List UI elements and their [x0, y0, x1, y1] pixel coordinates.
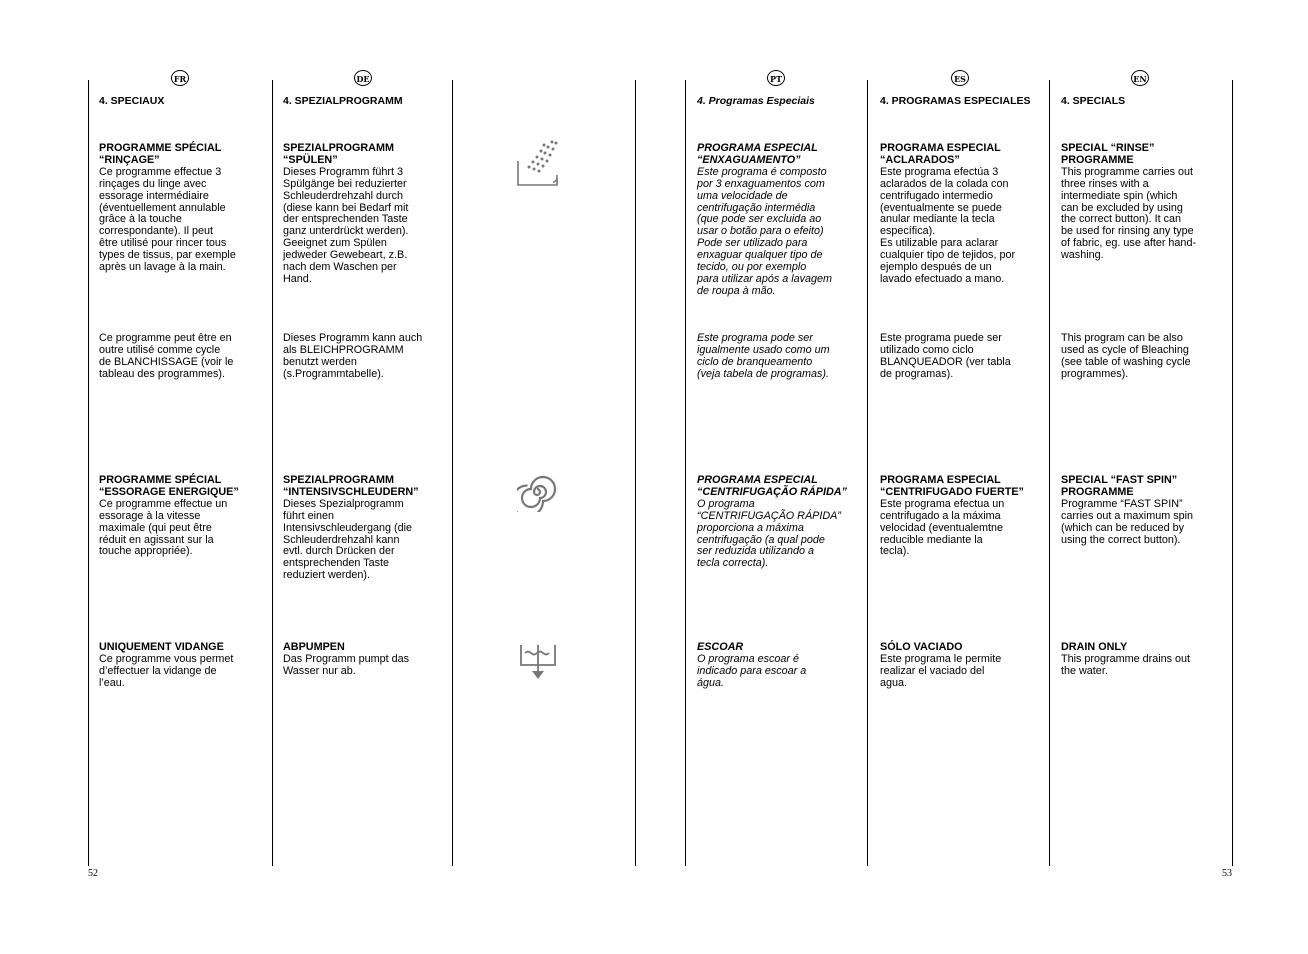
spin-body: O programa “CENTRIFUGAÇÃO RÁPIDA” proporciona a máxima centrifugação (a qual pode ser reduzida utilizando a tecla correcta).	[697, 497, 841, 570]
rule-pt-es	[867, 80, 868, 866]
rule-fr-de	[272, 80, 273, 866]
section-heading: 4. Programas Especiais	[697, 95, 815, 107]
rule-left-outer	[88, 80, 89, 866]
drain-title: DRAIN ONLY	[1061, 641, 1128, 653]
rule-left-page-edge	[635, 80, 636, 866]
language-flag-de: DE	[354, 70, 372, 86]
spin-title: SPEZIALPROGRAMM “INTENSIVSCHLEUDERN”	[283, 474, 419, 498]
rule-right-page-edge	[685, 80, 686, 866]
spin-block	[283, 475, 419, 582]
drain-body: This programme drains out the water.	[1061, 652, 1191, 677]
drain-title: SÓLO VACIADO	[880, 641, 963, 653]
spin-body: Ce programme effectue un essorage à la vitesse maximale (qui peut être réduit en agissant sur la touche appropriée).	[99, 497, 228, 558]
drain-block	[1061, 642, 1190, 678]
rinse-title: PROGRAMA ESPECIAL “ACLARADOS”	[880, 142, 1001, 166]
drain-body: Este programa le permite realizar el vaciado del agua.	[880, 652, 1002, 689]
spin-block	[1061, 475, 1193, 546]
spin-title: PROGRAMME SPÉCIAL “ESSORAGE ENERGIQUE”	[99, 474, 239, 498]
rinse-body: Este programa é composto por 3 enxaguamentos com uma velocidade de centrifugação intermédia (que pode ser excluida ao usar o botão para o efeito) Pode ser utilizado para enxaguar qualquer tipo de tecido, ou por exemplo para utilizar após a lavagem de roupa à mão.	[697, 165, 833, 297]
bleach-body: This program can be also used as cycle of Bleaching (see table of washing cycle programmes).	[1061, 332, 1191, 380]
rinse-title: SPEZIALPROGRAMM “SPÜLEN”	[283, 142, 394, 166]
spin-block	[880, 475, 1024, 558]
section-heading: 4. SPECIALS	[1061, 95, 1126, 107]
rinse-body: This programme carries out three rinses with a intermediate spin (which can be excluded by using the correct button). It can be used for rinsing any type of fabric, eg. use after hand- washing.	[1061, 165, 1197, 262]
bleach-body: Este programa puede ser utilizado como ciclo BLANQUEADOR (ver tabla de programas).	[880, 332, 1011, 380]
language-flag-pt: PT	[767, 70, 785, 86]
spin-block	[697, 475, 847, 570]
rinse-block	[283, 143, 408, 286]
rinse-block	[99, 143, 236, 274]
rinse-title: PROGRAMME SPÉCIAL “RINÇAGE”	[99, 142, 222, 166]
rinse-block	[697, 143, 832, 298]
rule-es-en	[1049, 80, 1050, 866]
bleach-body: Este programa pode ser igualmente usado como um ciclo de branqueamento (veja tabela de programas).	[697, 332, 830, 380]
page-number-right: 53	[1222, 868, 1232, 879]
drain-title: ESCOAR	[697, 641, 744, 653]
rinse-body: Ce programme effectue 3 rinçages du linge avec essorage intermédiaire (éventuellement annulable grâce à la touche correspondante). Il peut être utilisé pour rincer tous types de tissus, par exemple après un lavage à la main.	[99, 165, 236, 274]
drain-block	[99, 642, 233, 690]
drain-body: Ce programme vous permet d’effectuer la vidange de l’eau.	[99, 652, 234, 689]
drain-block	[697, 642, 806, 690]
drain-title: UNIQUEMENT VIDANGE	[99, 641, 224, 653]
page-number-left: 52	[88, 868, 98, 879]
bleach-block	[880, 333, 1011, 381]
spin-title: PROGRAMA ESPECIAL “CENTRIFUGAÇÃO RÁPIDA”	[697, 474, 847, 498]
rinse-block	[1061, 143, 1196, 262]
spin-title: PROGRAMA ESPECIAL “CENTRIFUGADO FUERTE”	[880, 474, 1024, 498]
bleach-body: Dieses Programm kann auch als BLEICHPROGRAMM benutzt werden (s.Programmtabelle).	[283, 332, 423, 380]
drain-block	[880, 642, 1001, 690]
section-heading: 4. SPECIAUX	[99, 95, 165, 107]
drain-block	[283, 642, 409, 678]
rinse-title: SPECIAL “RINSE” PROGRAMME	[1061, 142, 1155, 166]
rinse-shower-tub-icon	[515, 139, 561, 194]
rinse-body: Dieses Programm führt 3 Spülgänge bei reduzierter Schleuderdrehzahl durch (diese kann bei Bedarf mit der entsprechenden Taste ganz unterdrückt werden). Geeignet zum Spülen jedweder Gewebeart, z.B. nach dem Waschen per Hand.	[283, 165, 409, 285]
drain-tub-arrow-icon	[518, 643, 558, 686]
bleach-block	[283, 333, 422, 381]
spin-body: Dieses Spezialprogramm führt einen Intensivschleudergang (die Schleuderdrehzahl kann evtl. durch Drücken der entsprechenden Taste reduziert werden).	[283, 497, 413, 582]
spin-block	[99, 475, 239, 558]
spin-body: Este programa efectua un centrifugado a la máxima velocidad (eventualemtne reducible mediante la tecla).	[880, 497, 1005, 558]
drain-body: O programa escoar é indicado para escoar a água.	[697, 652, 807, 689]
drain-title: ABPUMPEN	[283, 641, 345, 653]
spin-title: SPECIAL “FAST SPIN” PROGRAMME	[1061, 474, 1178, 498]
bleach-block	[99, 333, 233, 381]
rule-right-outer	[1232, 80, 1233, 866]
language-flag-es: ES	[951, 70, 969, 86]
bleach-block	[697, 333, 830, 381]
section-heading: 4. PROGRAMAS ESPECIALES	[880, 95, 1031, 107]
spin-body: Programme “FAST SPIN” carries out a maximum spin (which can be reduced by using the correct button).	[1061, 497, 1194, 546]
language-flag-fr: FR	[171, 70, 189, 86]
rule-de-icons	[452, 80, 453, 866]
drain-body: Das Programm pumpt das Wasser nur ab.	[283, 652, 410, 677]
rinse-block	[880, 143, 1015, 286]
language-flag-en: EN	[1131, 70, 1149, 86]
section-heading: 4. SPEZIALPROGRAMM	[283, 95, 403, 107]
rinse-title: PROGRAMA ESPECIAL “ENXAGUAMENTO”	[697, 142, 818, 166]
bleach-block	[1061, 333, 1191, 381]
rinse-body: Este programa efectúa 3 aclarados de la colada con centrifugado intermedio (eventualmente se puede anular mediante la tecla específica). Es utilizable para aclarar cualquier tipo de tejidos, por ejemplo después de un lavado efectuado a mano.	[880, 165, 1016, 285]
bleach-body: Ce programme peut être en outre utilisé comme cycle de BLANCHISSAGE (voir le tableau des programmes).	[99, 332, 234, 380]
spiral-spin-icon	[517, 472, 557, 517]
